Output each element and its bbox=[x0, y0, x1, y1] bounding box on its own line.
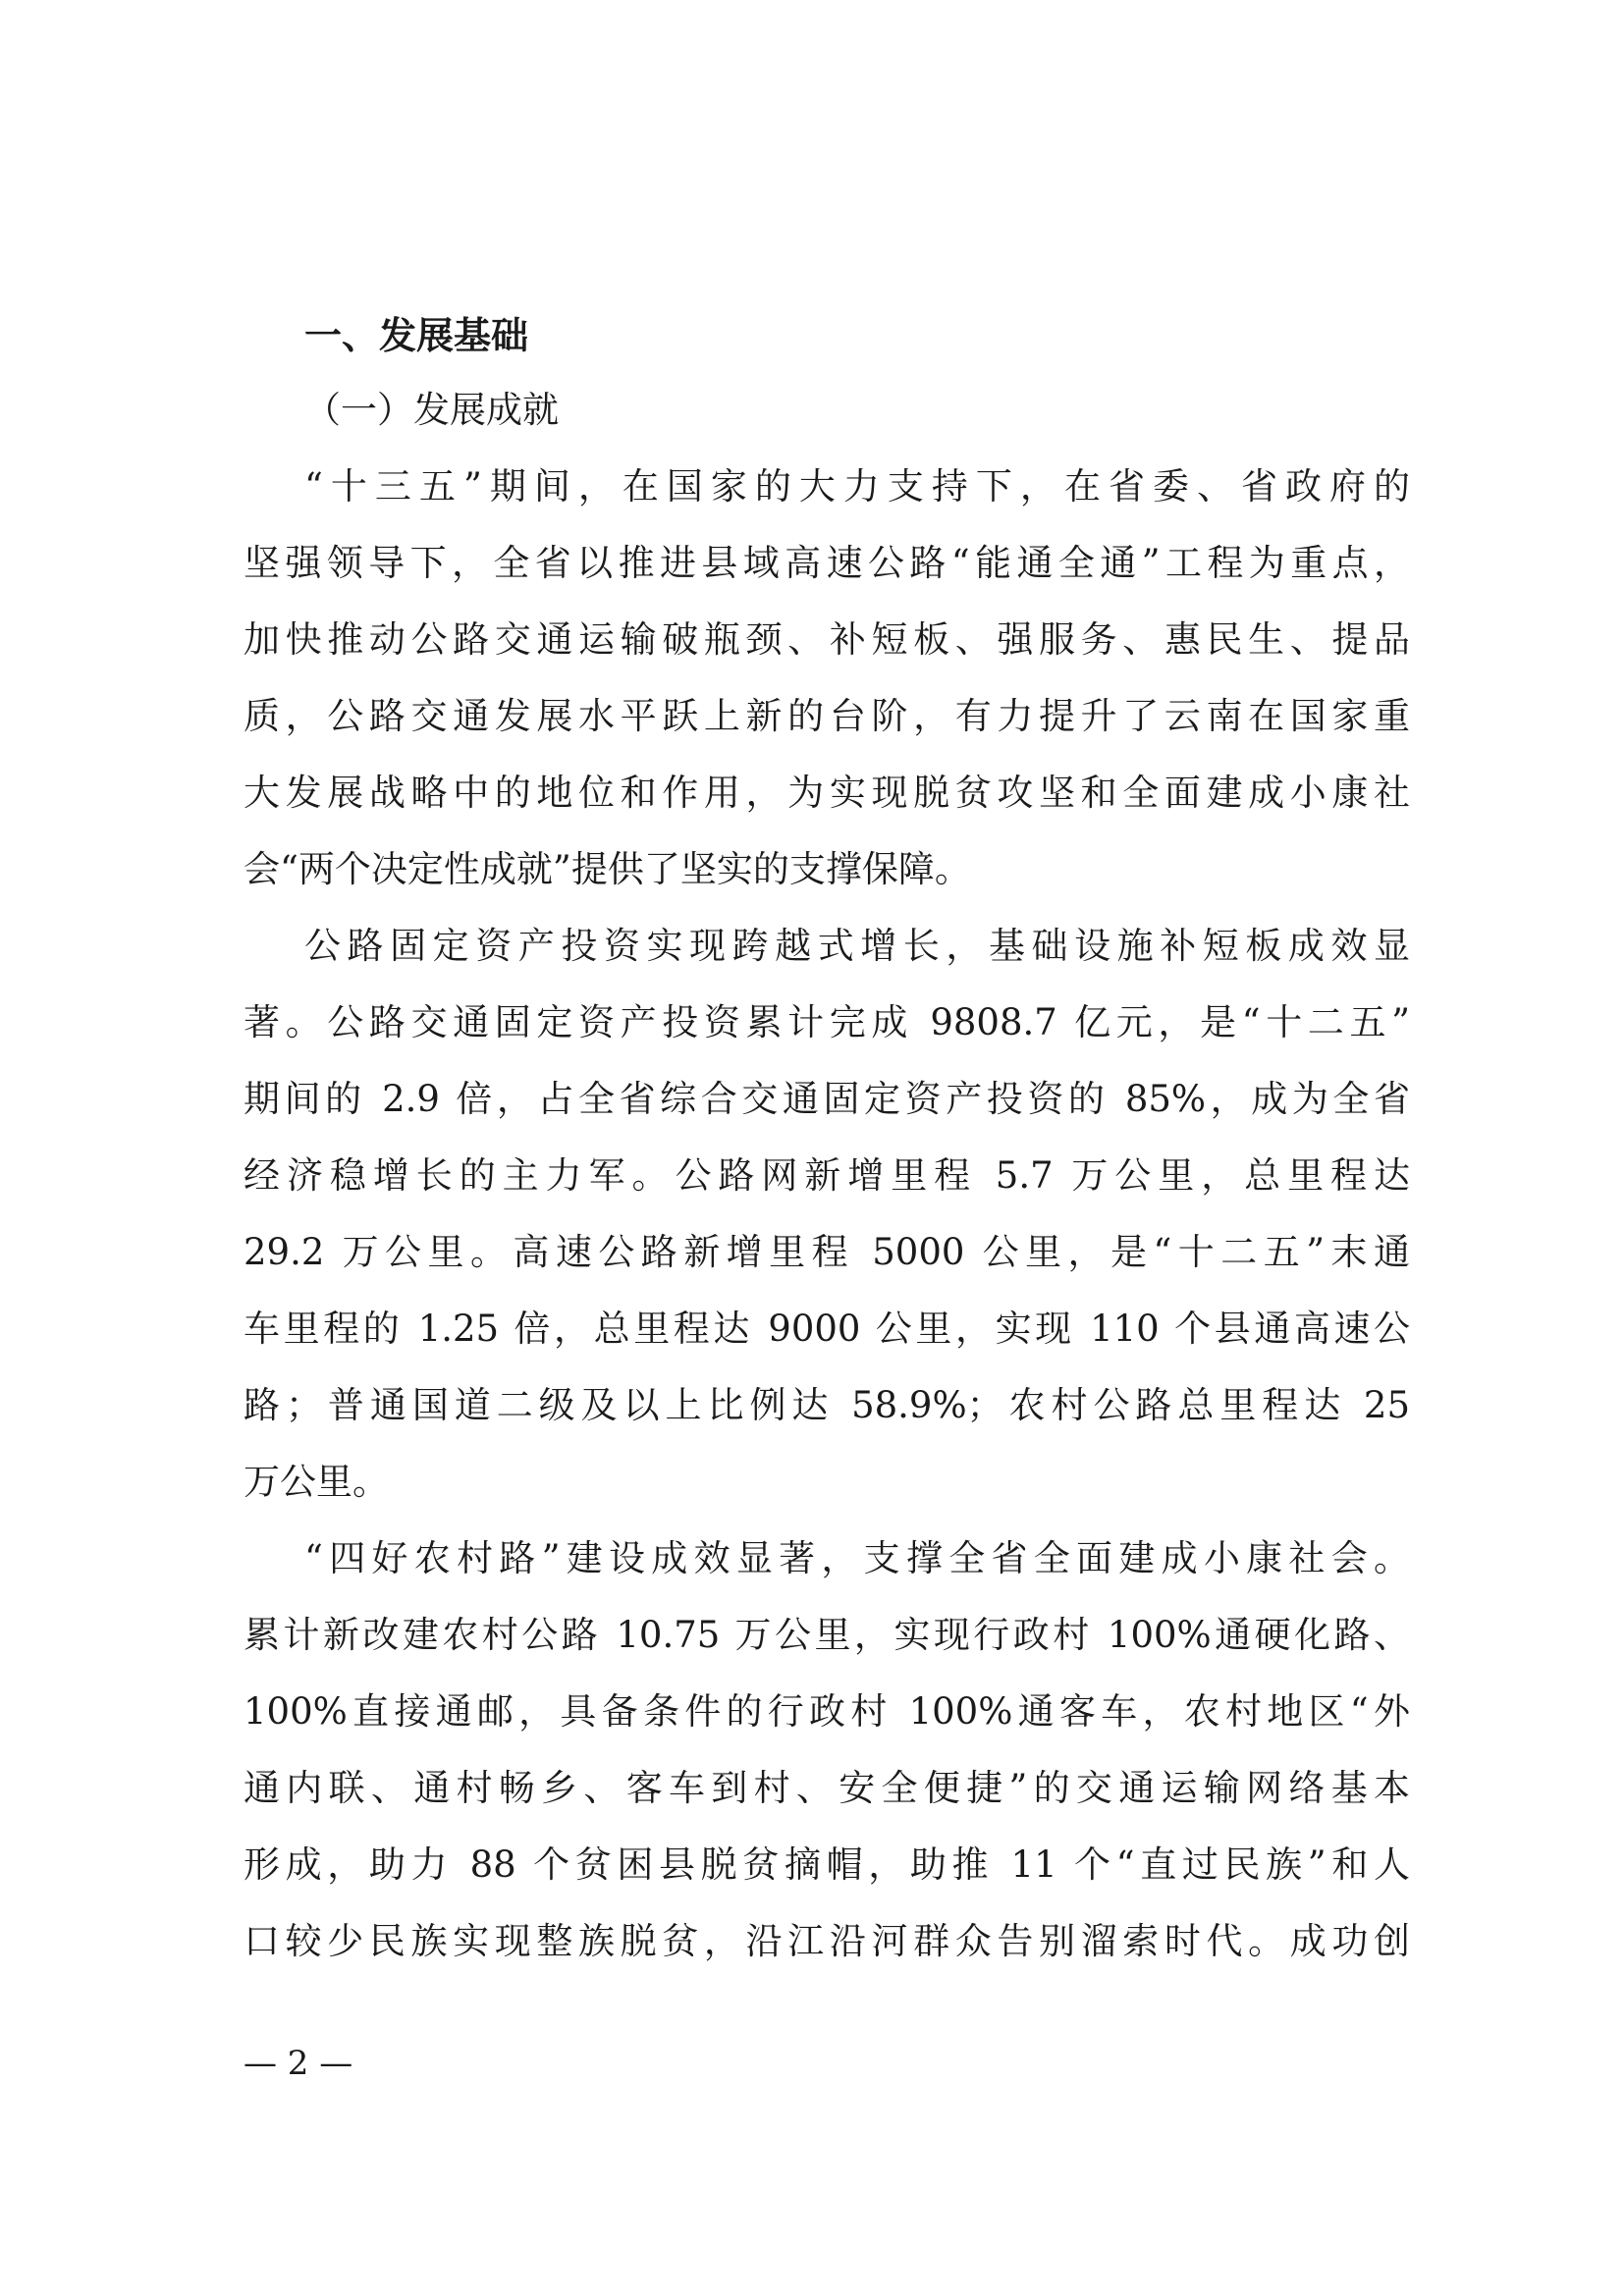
paragraph-line: 经济稳增长的主力军。公路网新增里程 5.7 万公里，总里程达 bbox=[244, 1154, 1410, 1197]
paragraph-line: 100%直接通邮，具备条件的行政村 100%通客车，农村地区“外 bbox=[244, 1690, 1410, 1733]
paragraph-line: 著。公路交通固定资产投资累计完成 9808.7 亿元，是“十二五” bbox=[244, 1001, 1410, 1043]
paragraph-line: 质，公路交通发展水平跃上新的台阶，有力提升了云南在国家重 bbox=[244, 695, 1410, 737]
paragraph-line: 大发展战略中的地位和作用，为实现脱贫攻坚和全面建成小康社 bbox=[244, 772, 1410, 814]
paragraph-line: “四好农村路”建设成效显著，支撑全省全面建成小康社会。 bbox=[304, 1537, 1410, 1579]
page-number: — 2 — bbox=[244, 2044, 353, 2083]
paragraph-line: 万公里。 bbox=[244, 1461, 389, 1503]
paragraph-line: 通内联、通村畅乡、客车到村、安全便捷”的交通运输网络基本 bbox=[244, 1767, 1410, 1809]
subsection-heading: （一）发展成就 bbox=[304, 389, 559, 431]
paragraph-line: 累计新改建农村公路 10.75 万公里，实现行政村 100%通硬化路、 bbox=[244, 1614, 1410, 1656]
paragraph-line: 29.2 万公里。高速公路新增里程 5000 公里，是“十二五”末通 bbox=[244, 1231, 1410, 1273]
paragraph-line: “十三五”期间，在国家的大力支持下，在省委、省政府的 bbox=[304, 465, 1410, 507]
paragraph-line: 加快推动公路交通运输破瓶颈、补短板、强服务、惠民生、提品 bbox=[244, 618, 1410, 661]
paragraph-line: 坚强领导下，全省以推进县域高速公路“能通全通”工程为重点， bbox=[244, 542, 1410, 584]
paragraph-line: 口较少民族实现整族脱贫，沿江沿河群众告别溜索时代。成功创 bbox=[244, 1920, 1410, 1962]
paragraph-line: 车里程的 1.25 倍，总里程达 9000 公里，实现 110 个县通高速公 bbox=[244, 1308, 1410, 1350]
paragraph-line: 会“两个决定性成就”提供了坚实的支撑保障。 bbox=[244, 848, 971, 890]
section-heading: 一、发展基础 bbox=[304, 314, 529, 357]
paragraph-line: 路；普通国道二级及以上比例达 58.9%；农村公路总里程达 25 bbox=[244, 1384, 1410, 1426]
paragraph-line: 公路固定资产投资实现跨越式增长，基础设施补短板成效显 bbox=[304, 925, 1410, 967]
paragraph-line: 形成，助力 88 个贫困县脱贫摘帽，助推 11 个“直过民族”和人 bbox=[244, 1843, 1410, 1886]
paragraph-line: 期间的 2.9 倍，占全省综合交通固定资产投资的 85%，成为全省 bbox=[244, 1078, 1410, 1120]
